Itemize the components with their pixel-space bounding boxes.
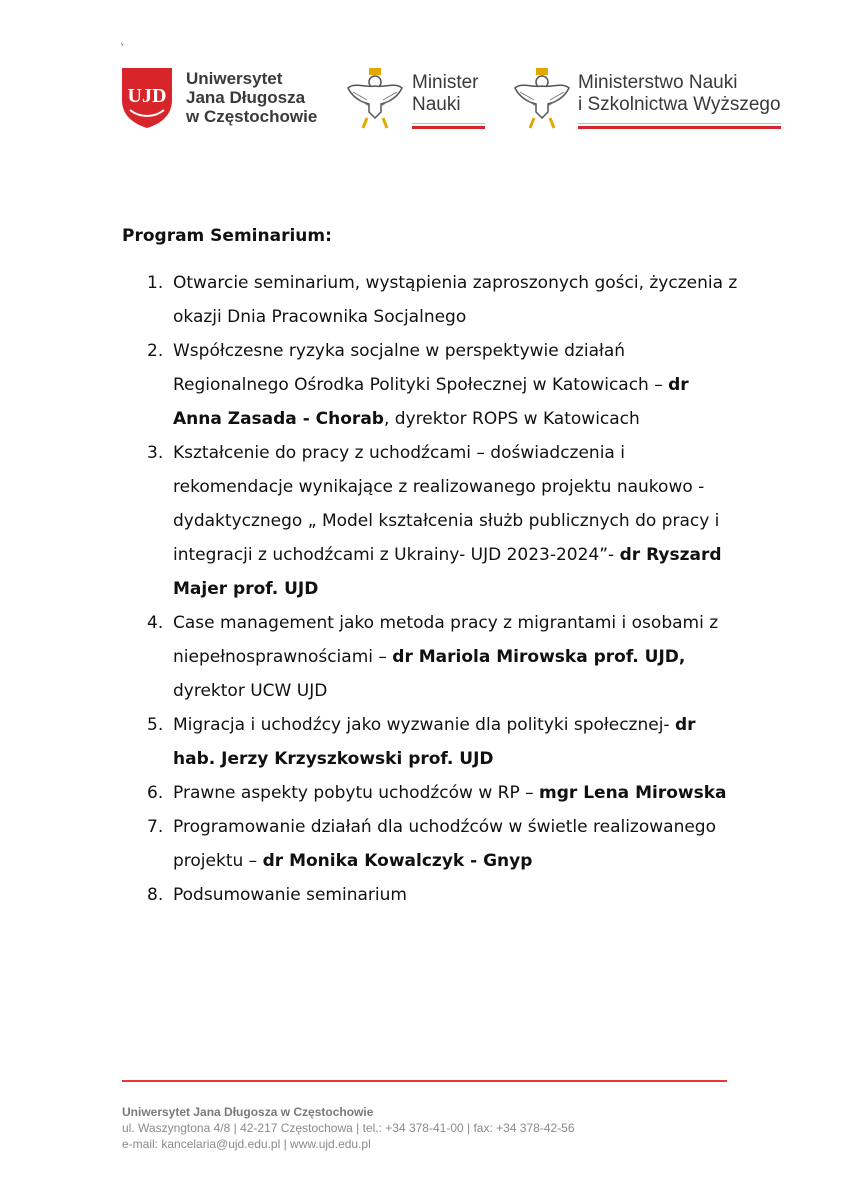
ujd-logo-text: UJD [127,85,167,107]
program-item-speaker: dr hab. Jerzy Krzyszkowski prof. UJD [173,715,696,769]
eagle-emblem-icon [345,66,405,132]
program-item-number: 4. [147,613,164,633]
program-item-number: 2. [147,341,164,361]
university-logo [120,66,320,132]
university-name-line1: Uniwersytet [186,69,283,88]
program-item [122,436,742,606]
program-item-text: Otwarcie seminarium, wystąpienia zaproszonych gości, życzenia z okazji Dnia Pracownika Socjalnego [173,273,738,327]
minister-underline-gray [412,123,485,124]
minister-title [412,72,479,116]
program-item [122,606,742,708]
minister-logo [345,66,490,136]
program-item-speaker: dr Ryszard Majer prof. UJD [173,545,722,599]
ministry-line2: i Szkolnictwa Wyższego [578,94,781,115]
footer-address: ul. Waszyngtona 4/8 | 42-217 Częstochowa | tel.: +34 378-41-00 | fax: +34 378-42-56 [122,1121,575,1135]
program-item-speaker: dr Mariola Mirowska prof. UJD, [392,647,686,667]
ujd-shield-icon [120,66,174,130]
program-item-number: 5. [147,715,164,735]
program-item-text: Kształcenie do pracy z uchodźcami – doświadczenia i rekomendacje wynikające z realizowanego projektu naukowo - dydaktycznego „ Model kształcenia służb publicznych do pracy i integracji z uchodźcami z Ukrainy- UJD 2023-2024”- [173,443,720,565]
program-item [122,878,742,912]
university-name-line3: w Częstochowie [186,107,318,126]
program-item-text: Współczesne ryzyka socjalne w perspektywie działań Regionalnego Ośrodka Polityki Społecznej w Katowicach – [173,341,669,395]
program-item [122,334,742,436]
ministry-logo [512,66,787,136]
ministry-title [578,72,781,116]
footer-institution-name: Uniwersytet Jana Długosza w Częstochowie [122,1105,374,1119]
ministry-underline-gray [578,123,781,124]
program-item-speaker: dr Monika Kowalczyk - Gnyp [262,851,533,871]
university-name [186,69,317,126]
program-item [122,266,742,334]
program-list [122,266,742,912]
program-item-number: 8. [147,885,164,905]
footer-divider [122,1080,727,1082]
stray-mark: ` [120,42,126,55]
minister-line1: Minister [412,72,479,93]
eagle-emblem-icon [512,66,572,132]
program-item-number: 6. [147,783,164,803]
minister-line2: Nauki [412,94,461,115]
program-item-number: 1. [147,273,164,293]
program-item-text: Podsumowanie seminarium [173,885,407,905]
program-item-text: Migracja i uchodźcy jako wyzwanie dla polityki społecznej- [173,715,675,735]
footer-contact: e-mail: kancelaria@ujd.edu.pl | www.ujd.edu.pl [122,1137,371,1151]
program-item [122,708,742,776]
program-heading: Program Seminarium: [122,226,332,246]
minister-underline-red [412,126,485,129]
program-item-text: dyrektor UCW UJD [173,681,328,701]
program-item [122,776,742,810]
ministry-underline-red [578,126,781,129]
program-item-text: , dyrektor ROPS w Katowicach [383,409,640,429]
footer [122,1104,575,1152]
program-item [122,810,742,878]
program-item-speaker: mgr Lena Mirowska [539,783,727,803]
program-item-text: Case management jako metoda pracy z migrantami i osobami z niepełnosprawnościami – [173,613,719,667]
ministry-line1: Ministerstwo Nauki [578,72,738,93]
program-item-number: 3. [147,443,164,463]
program-item-number: 7. [147,817,164,837]
university-name-line2: Jana Długosza [186,88,306,107]
program-item-text: Prawne aspekty pobytu uchodźców w RP – [173,783,540,803]
program-item-speaker: dr Anna Zasada - Chorab [173,375,689,429]
program-item-text: Programowanie działań dla uchodźców w świetle realizowanego projektu – [173,817,717,871]
